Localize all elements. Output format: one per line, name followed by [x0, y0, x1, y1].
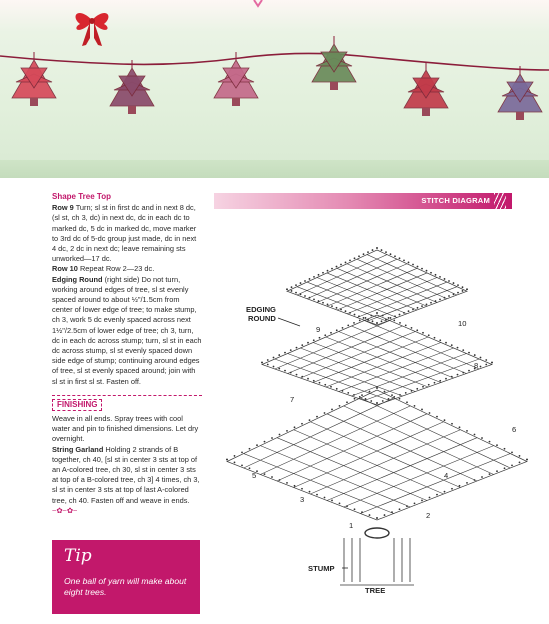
row-number-label: 6	[512, 425, 517, 434]
row-number-label: 8	[474, 361, 479, 370]
stitch-diagram-title: STITCH DIAGRAM	[421, 196, 490, 205]
edging-label: Edging Round	[52, 274, 103, 284]
finishing-heading: FINISHING	[52, 399, 102, 411]
instructions-column	[52, 192, 202, 516]
weave-paragraph: Weave in all ends. Spray trees with cool water and pin to finished dimensions. Let dry overnight.	[52, 414, 199, 444]
tip-title: Tip	[64, 546, 92, 566]
row-number-label: 2	[426, 511, 431, 520]
stitch-diagram	[212, 220, 517, 600]
slash-decoration-icon	[494, 193, 506, 209]
stitch-diagram-header	[214, 193, 512, 209]
row-number-label: 10	[458, 319, 467, 328]
row9-paragraph	[52, 203, 202, 264]
garland-text: Holding 2 strands of B together, ch 40, [sl st in center 3 sts at top of an A-colored tree, ch 30, sl st in center 3 sts at top of a B-colored tree, ch 3] 4 times, ch 3, sl st in center 3 sts at top of last A-colored tree, ch 40. Fasten off and weave in ends.	[52, 444, 200, 505]
edging-text: (right side) Do not turn, working around edges of tree, sl st evenly spaced around to about ½"/1.5cm from center of lower edge of tree; to make stump, ch 3, work 5 dc evenly spaced across next 1½"/2.5cm of lower edge of tree; ch 3, turn, dc in each dc across stump; turn, sl st in each dc across stump, sl st evenly spaced down side edge of stump; continuing around edges of tree, sl st evenly spaced around; join with sl st in first sl st. Fasten off.	[52, 274, 202, 386]
row-number-label: 1	[349, 521, 354, 530]
row-number-label: 9	[316, 325, 321, 334]
row9-text: Turn; sl st in first dc and in next 8 dc, (sl st, ch 3, dc) in next dc, dc in each dc to marked dc, 5 dc in marked dc, move marker to 3rd dc of 5-dc group just made, dc in next 4 dc, 2 dc in next dc; leave remaining sts unworked—17 dc.	[52, 203, 197, 264]
red-bow-icon	[76, 13, 109, 46]
tip-box	[52, 540, 200, 614]
end-mark-icon: ~✿~✿~	[52, 505, 78, 515]
crochet-tree	[498, 66, 542, 120]
row-number-label: 3	[300, 495, 305, 504]
edging-arrow-icon	[278, 318, 300, 326]
finishing-section	[52, 395, 202, 516]
row10-text: Repeat Row 2—23 dc.	[79, 264, 155, 274]
row10-paragraph	[52, 264, 202, 274]
row-number-label: 7	[290, 395, 295, 404]
row10-label: Row 10	[52, 264, 78, 274]
edging-round-label-line2: ROUND	[248, 314, 276, 323]
row-number-label: 4	[444, 471, 449, 480]
garland-illustration	[0, 0, 549, 178]
crochet-tree	[404, 62, 448, 116]
tree-label: TREE	[365, 586, 386, 595]
crochet-tree	[312, 36, 356, 90]
edging-round-label-line1: EDGING	[246, 305, 276, 314]
garland-paragraph	[52, 445, 202, 516]
stump-label: STUMP	[308, 564, 335, 573]
garland-label: String Garland	[52, 444, 104, 454]
crochet-tree	[110, 60, 154, 114]
section-heading-shape-tree-top: Shape Tree Top	[52, 192, 111, 201]
row-number-label: 5	[252, 471, 257, 480]
stump-shape	[340, 528, 414, 585]
tip-text: One ball of yarn will make about eight trees.	[64, 576, 187, 597]
edging-paragraph	[52, 275, 202, 387]
garland-photo	[0, 0, 549, 178]
row9-label: Row 9	[52, 203, 74, 213]
